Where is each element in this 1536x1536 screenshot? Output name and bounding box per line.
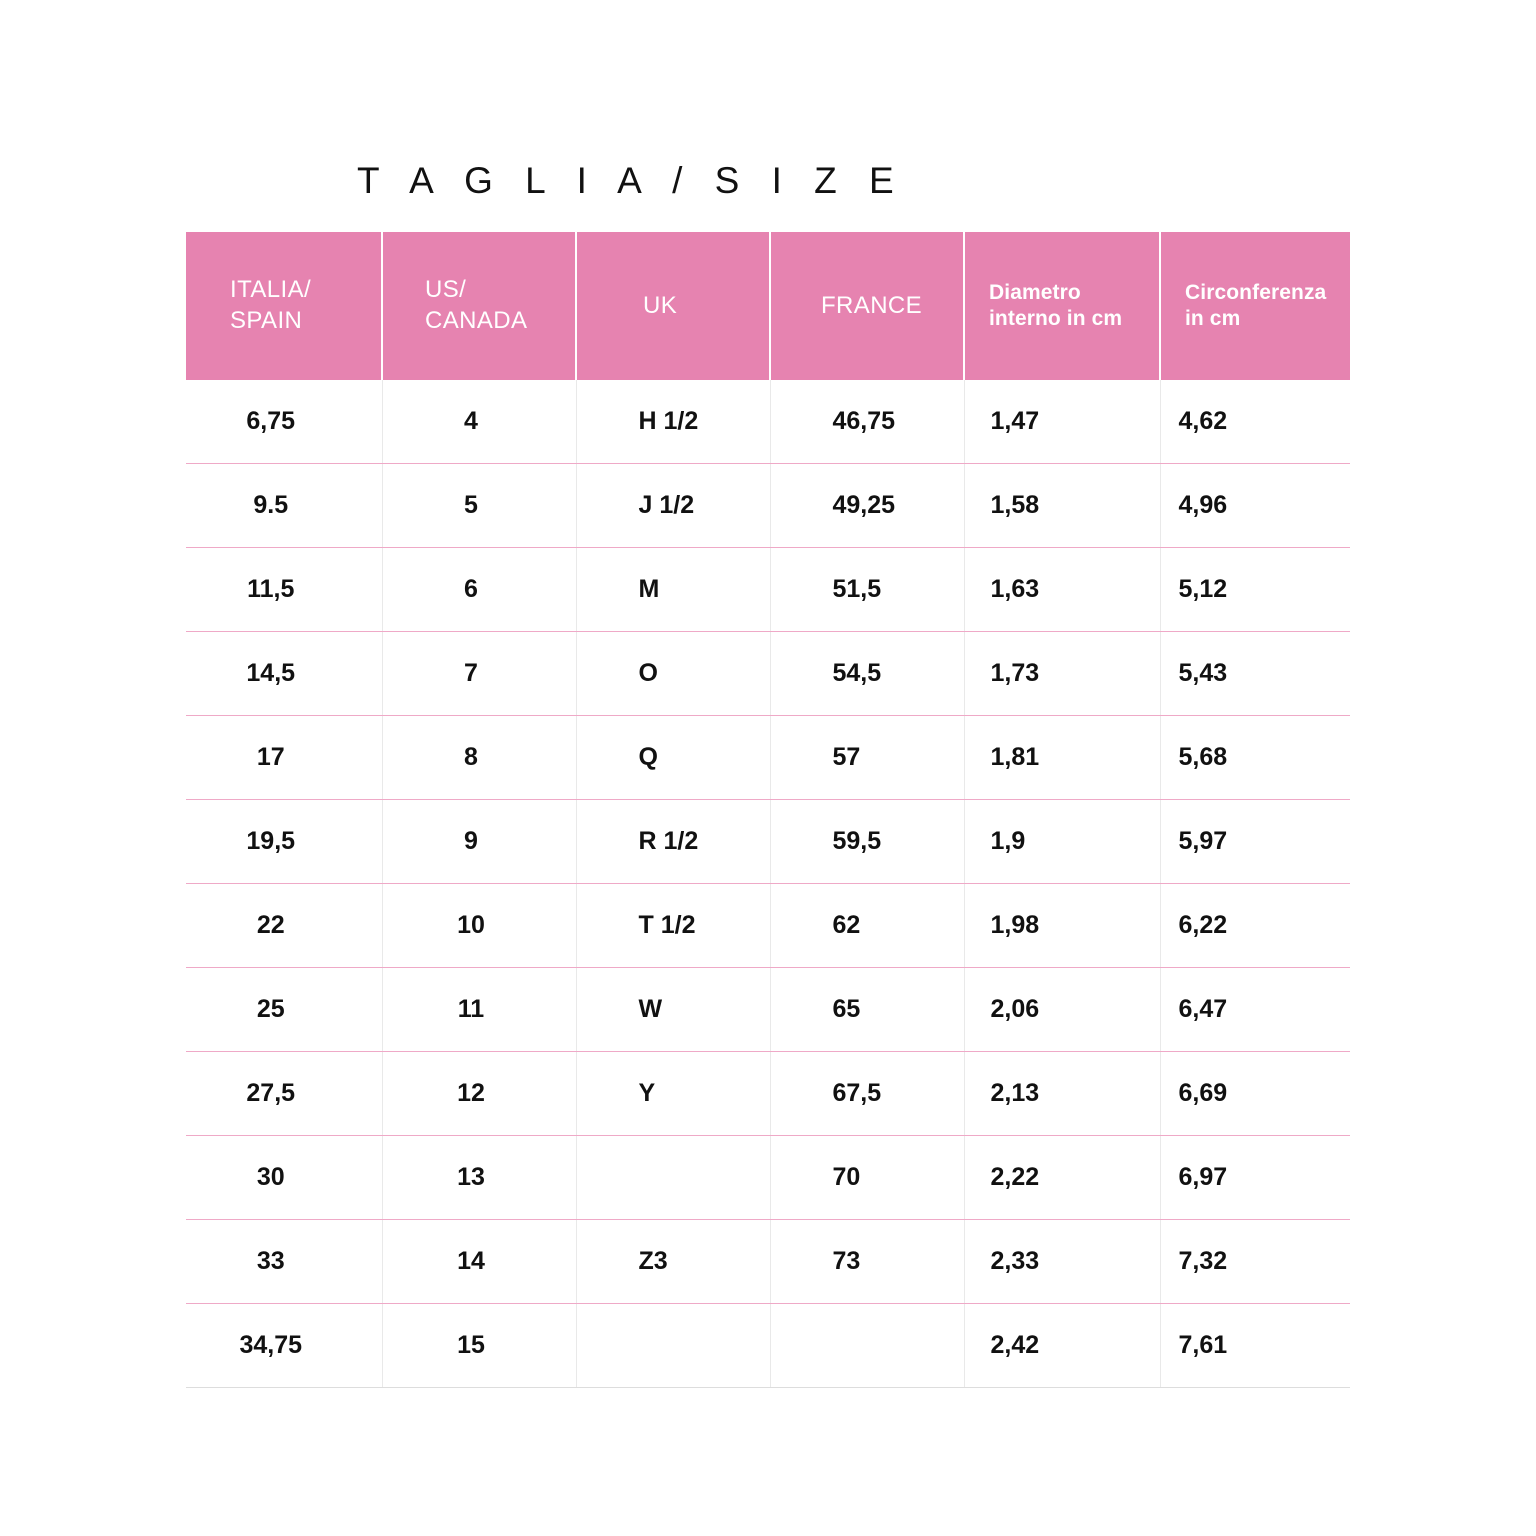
cell-circonferenza: 4,62 — [1160, 380, 1350, 464]
cell-uk: Y — [576, 1052, 770, 1136]
cell-us-canada: 12 — [382, 1052, 576, 1136]
cell-diametro: 1,9 — [964, 800, 1160, 884]
table-row — [186, 1304, 1350, 1388]
table-row — [186, 800, 1350, 884]
cell-france: 46,75 — [770, 380, 964, 464]
cell-france: 57 — [770, 716, 964, 800]
table-row — [186, 716, 1350, 800]
cell-italia-spain: 25 — [186, 968, 382, 1052]
cell-uk: Z3 — [576, 1220, 770, 1304]
size-table — [186, 232, 1350, 1388]
cell-diametro: 1,63 — [964, 548, 1160, 632]
header-circonferenza-line2: in cm — [1185, 307, 1241, 330]
cell-italia-spain: 14,5 — [186, 632, 382, 716]
cell-us-canada: 8 — [382, 716, 576, 800]
cell-italia-spain: 22 — [186, 884, 382, 968]
header-us-canada-line1: US/ — [425, 276, 467, 304]
cell-circonferenza: 4,96 — [1160, 464, 1350, 548]
cell-france: 73 — [770, 1220, 964, 1304]
table-row — [186, 1136, 1350, 1220]
cell-us-canada: 13 — [382, 1136, 576, 1220]
cell-uk — [576, 1304, 770, 1388]
cell-us-canada: 11 — [382, 968, 576, 1052]
cell-us-canada: 14 — [382, 1220, 576, 1304]
cell-france — [770, 1304, 964, 1388]
table-row — [186, 968, 1350, 1052]
cell-france: 67,5 — [770, 1052, 964, 1136]
cell-france: 49,25 — [770, 464, 964, 548]
cell-uk: Q — [576, 716, 770, 800]
cell-circonferenza: 5,68 — [1160, 716, 1350, 800]
cell-diametro: 2,13 — [964, 1052, 1160, 1136]
header-uk — [576, 232, 770, 380]
header-italia-spain-line1: ITALIA/ — [230, 276, 312, 304]
cell-diametro: 2,33 — [964, 1220, 1160, 1304]
page-title: T A G L I A / S I Z E — [357, 160, 905, 201]
cell-diametro: 1,81 — [964, 716, 1160, 800]
cell-italia-spain: 19,5 — [186, 800, 382, 884]
header-circonferenza-line1: Circonferenza — [1185, 281, 1327, 305]
table-body — [186, 380, 1350, 1388]
cell-circonferenza: 5,97 — [1160, 800, 1350, 884]
cell-uk: J 1/2 — [576, 464, 770, 548]
cell-italia-spain: 27,5 — [186, 1052, 382, 1136]
cell-italia-spain: 9.5 — [186, 464, 382, 548]
cell-diametro: 1,47 — [964, 380, 1160, 464]
cell-us-canada: 10 — [382, 884, 576, 968]
cell-italia-spain: 17 — [186, 716, 382, 800]
cell-diametro: 1,73 — [964, 632, 1160, 716]
cell-france: 65 — [770, 968, 964, 1052]
header-italia-spain — [186, 232, 382, 380]
table-row — [186, 632, 1350, 716]
table-row — [186, 464, 1350, 548]
cell-france: 70 — [770, 1136, 964, 1220]
table-header — [186, 232, 1350, 380]
cell-diametro: 1,58 — [964, 464, 1160, 548]
cell-uk: M — [576, 548, 770, 632]
cell-uk: R 1/2 — [576, 800, 770, 884]
cell-circonferenza: 7,61 — [1160, 1304, 1350, 1388]
header-diametro-line2: interno in cm — [989, 307, 1123, 330]
cell-italia-spain: 30 — [186, 1136, 382, 1220]
cell-uk: H 1/2 — [576, 380, 770, 464]
cell-circonferenza: 6,97 — [1160, 1136, 1350, 1220]
size-table-container — [186, 232, 1350, 1388]
header-us-canada — [382, 232, 576, 380]
cell-us-canada: 5 — [382, 464, 576, 548]
cell-circonferenza: 6,22 — [1160, 884, 1350, 968]
cell-italia-spain: 34,75 — [186, 1304, 382, 1388]
table-row — [186, 1052, 1350, 1136]
cell-france: 54,5 — [770, 632, 964, 716]
cell-diametro: 2,42 — [964, 1304, 1160, 1388]
table-row — [186, 380, 1350, 464]
table-row — [186, 548, 1350, 632]
table-row — [186, 1220, 1350, 1304]
cell-france: 59,5 — [770, 800, 964, 884]
cell-circonferenza: 5,43 — [1160, 632, 1350, 716]
cell-us-canada: 4 — [382, 380, 576, 464]
cell-circonferenza: 6,47 — [1160, 968, 1350, 1052]
cell-diametro: 2,22 — [964, 1136, 1160, 1220]
cell-uk: T 1/2 — [576, 884, 770, 968]
cell-italia-spain: 33 — [186, 1220, 382, 1304]
header-diametro-line1: Diametro — [989, 281, 1081, 305]
header-circonferenza — [1160, 232, 1350, 380]
cell-us-canada: 6 — [382, 548, 576, 632]
table-row — [186, 884, 1350, 968]
cell-us-canada: 7 — [382, 632, 576, 716]
cell-france: 51,5 — [770, 548, 964, 632]
cell-italia-spain: 6,75 — [186, 380, 382, 464]
header-italia-spain-line2: SPAIN — [230, 307, 303, 334]
cell-italia-spain: 11,5 — [186, 548, 382, 632]
header-diametro-interno — [964, 232, 1160, 380]
cell-france: 62 — [770, 884, 964, 968]
cell-circonferenza: 6,69 — [1160, 1052, 1350, 1136]
header-us-canada-line2: CANADA — [425, 307, 528, 334]
cell-circonferenza: 5,12 — [1160, 548, 1350, 632]
table-header-row — [186, 232, 1350, 380]
header-france-line1: FRANCE — [821, 291, 923, 319]
cell-uk: O — [576, 632, 770, 716]
cell-us-canada: 15 — [382, 1304, 576, 1388]
cell-us-canada: 9 — [382, 800, 576, 884]
cell-uk: W — [576, 968, 770, 1052]
cell-uk — [576, 1136, 770, 1220]
header-france — [770, 232, 964, 380]
cell-diametro: 1,98 — [964, 884, 1160, 968]
header-uk-line1: UK — [643, 291, 678, 319]
cell-diametro: 2,06 — [964, 968, 1160, 1052]
cell-circonferenza: 7,32 — [1160, 1220, 1350, 1304]
